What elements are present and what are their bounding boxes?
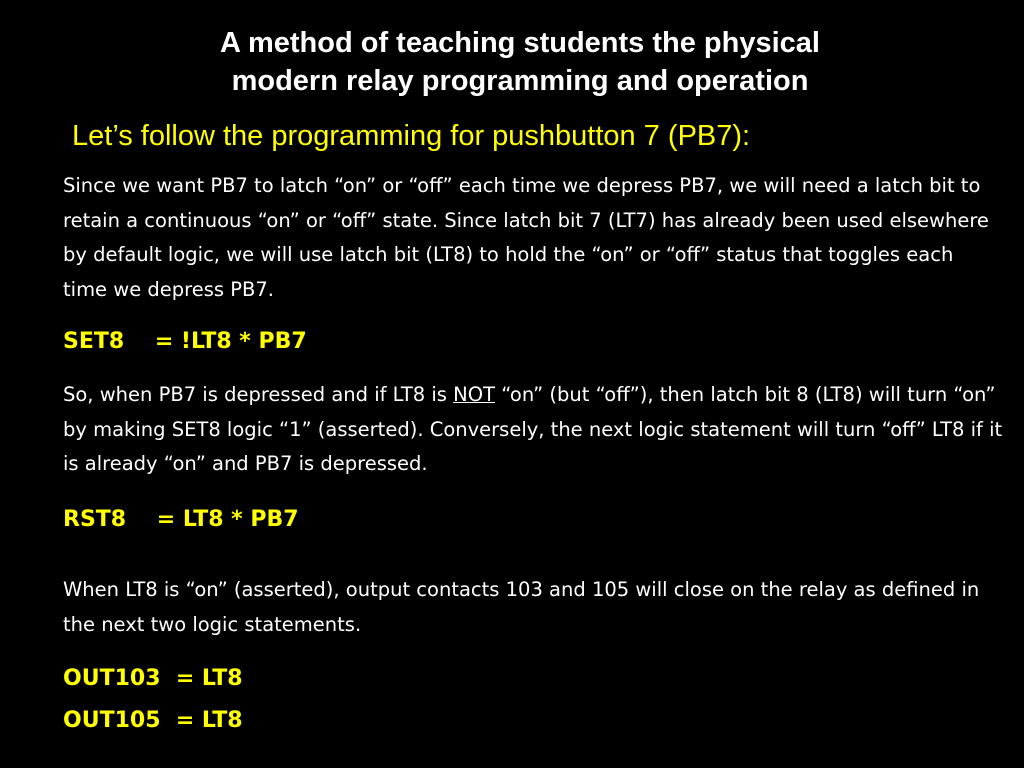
logic-statement-out103: OUT103 = LT8	[63, 666, 243, 691]
logic-statement-rst8: RST8 = LT8 * PB7	[63, 507, 299, 532]
title-line-2: modern relay programming and operation	[231, 65, 809, 97]
logic-statement-out105: OUT105 = LT8	[63, 708, 243, 733]
paragraph2-underlined-not: NOT	[453, 383, 496, 406]
paragraph-latch-explanation: Since we want PB7 to latch “on” or “off” each time we depress PB7, we will need a latch bit to retain a continuous “on” or “off” state. Since latch bit 7 (LT7) has already been used elsewhere by default logic, we will use latch bit (LT8) to hold the “on” or “off” status that toggles each time we depress PB7.	[63, 174, 989, 301]
paragraph-set-reset-explanation	[63, 378, 1003, 482]
slide-subtitle: Let’s follow the programming for pushbutton 7 (PB7):	[72, 120, 751, 152]
paragraph2-text-before: So, when PB7 is depressed and if LT8 is	[63, 383, 454, 406]
logic-statement-set8: SET8 = !LT8 * PB7	[63, 329, 307, 354]
slide-title	[0, 24, 1024, 100]
paragraph2-text-after: “on” (but “off”), then latch bit 8 (LT8) will turn “on” by making SET8 logic “1” (asserted). Conversely, the next logic statement will turn “off” LT8 if it is already “on” and PB7 is depressed.	[63, 383, 1003, 475]
title-line-1: A method of teaching students the physical	[220, 27, 820, 59]
paragraph-output-contacts: When LT8 is “on” (asserted), output contacts 103 and 105 will close on the relay as defined in the next two logic statements.	[63, 578, 980, 636]
